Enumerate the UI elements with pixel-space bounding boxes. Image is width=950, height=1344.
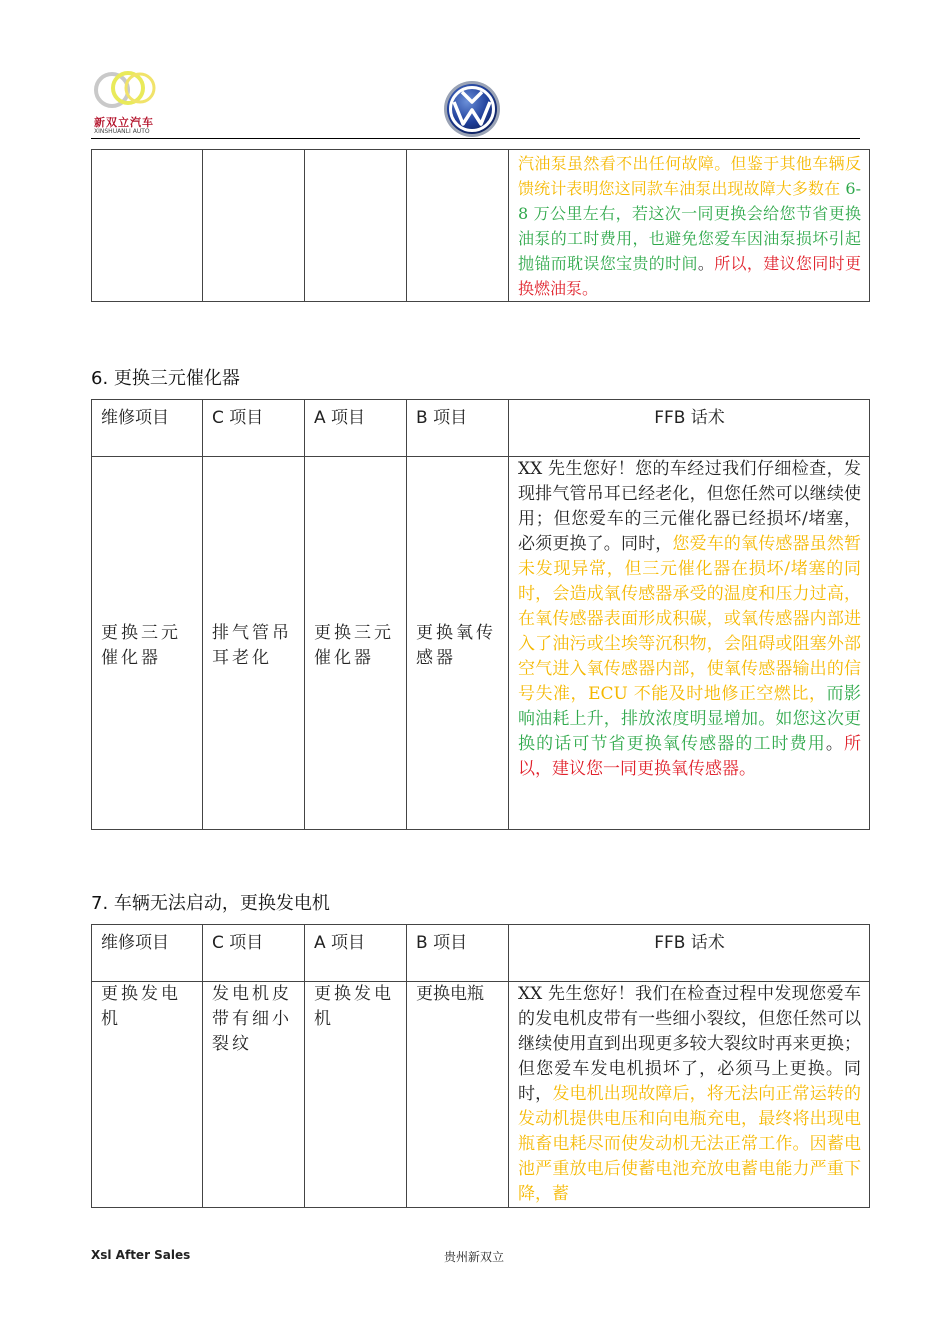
footer-center: 贵州新双立 xyxy=(444,1250,505,1264)
repair-item: 更换三元催化器 xyxy=(92,457,203,830)
c-item: 排气管吊耳老化 xyxy=(203,457,305,830)
rings-icon xyxy=(92,66,164,114)
col-header-ffb: FFB 话术 xyxy=(509,925,870,982)
table-header-row xyxy=(92,400,870,457)
footer-left: Xsl After Sales xyxy=(91,1248,191,1262)
col-header-b: B 项目 xyxy=(407,925,509,982)
a-item: 更换发电机 xyxy=(305,982,407,1208)
brand-logo xyxy=(92,66,166,138)
col-header-c: C 项目 xyxy=(203,925,305,982)
section7-table xyxy=(91,924,870,1208)
ffb-text: XX 先生您好！我们在检查过程中发现您爱车的发电机皮带有一些细小裂纹，但您任然可以继续使用直到出现更多较大裂纹时再来更换；但您爱车发电机损坏了，必须马上更换。同时，发电机出现故障后，将无法向正常运转的发动机提供电压和向电瓶充电，最终将出现电瓶畜电耗尽而使发动机无法正常工作。因蓄电池严重放电后使蓄电池充放电蓄电能力严重下降，蓄 xyxy=(509,982,870,1208)
col-header-a: A 项目 xyxy=(305,925,407,982)
brand-name-cn: 新双立汽车 xyxy=(94,116,154,129)
b-item: 更换电瓶 xyxy=(407,982,509,1208)
col-header-item: 维修项目 xyxy=(92,925,203,982)
col-header-item: 维修项目 xyxy=(92,400,203,457)
table-row xyxy=(92,982,870,1208)
section-title: 6. 更换三元催化器 xyxy=(91,368,240,389)
a-item: 更换三元催化器 xyxy=(305,457,407,830)
section6-table xyxy=(91,399,870,830)
table-row xyxy=(92,457,870,830)
continued-table xyxy=(91,149,870,302)
vw-logo-icon xyxy=(443,80,501,138)
section-title: 7. 车辆无法启动，更换发电机 xyxy=(91,893,330,914)
col-header-a: A 项目 xyxy=(305,400,407,457)
ffb-text: 汽油泵虽然看不出任何故障。但鉴于其他车辆反馈统计表明您这同款车油泵出现故障大多数在 6-8 万公里左右，若这次一同更换会给您节省更换油泵的工时费用，也避免您爱车因油泵损坏引起抛锚而耽误您宝贵的时间。所以，建议您同时更换燃油泵。 xyxy=(509,150,870,302)
b-item: 更换氧传感器 xyxy=(407,457,509,830)
brand-name-en: XINSHUANLI AUTO xyxy=(94,128,150,135)
repair-item: 更换发电机 xyxy=(92,982,203,1208)
c-item: 发电机皮带有细小裂纹 xyxy=(203,982,305,1208)
table-row xyxy=(92,150,870,302)
col-header-c: C 项目 xyxy=(203,400,305,457)
header-divider xyxy=(91,138,860,139)
table-header-row xyxy=(92,925,870,982)
col-header-b: B 项目 xyxy=(407,400,509,457)
ffb-text: XX 先生您好！您的车经过我们仔细检查，发现排气管吊耳已经老化，但您任然可以继续使用；但您爱车的三元催化器已经损坏/堵塞，必须更换了。同时，您爱车的氧传感器虽然暂未发现异常，但三元催化器在损坏/堵塞的同时，会造成氧传感器承受的温度和压力过高，在氧传感器表面形成积碳，或氧传感器内部进入了油污或尘埃等沉积物，会阻碍或阻塞外部空气进入氧传感器内部，使氧传感器输出的信号失准，ECU 不能及时地修正空燃比，而影响油耗上升，排放浓度明显增加。如您这次更换的话可节省更换氧传感器的工时费用。所以，建议您一同更换氧传感器。 xyxy=(509,457,870,830)
col-header-ffb: FFB 话术 xyxy=(509,400,870,457)
